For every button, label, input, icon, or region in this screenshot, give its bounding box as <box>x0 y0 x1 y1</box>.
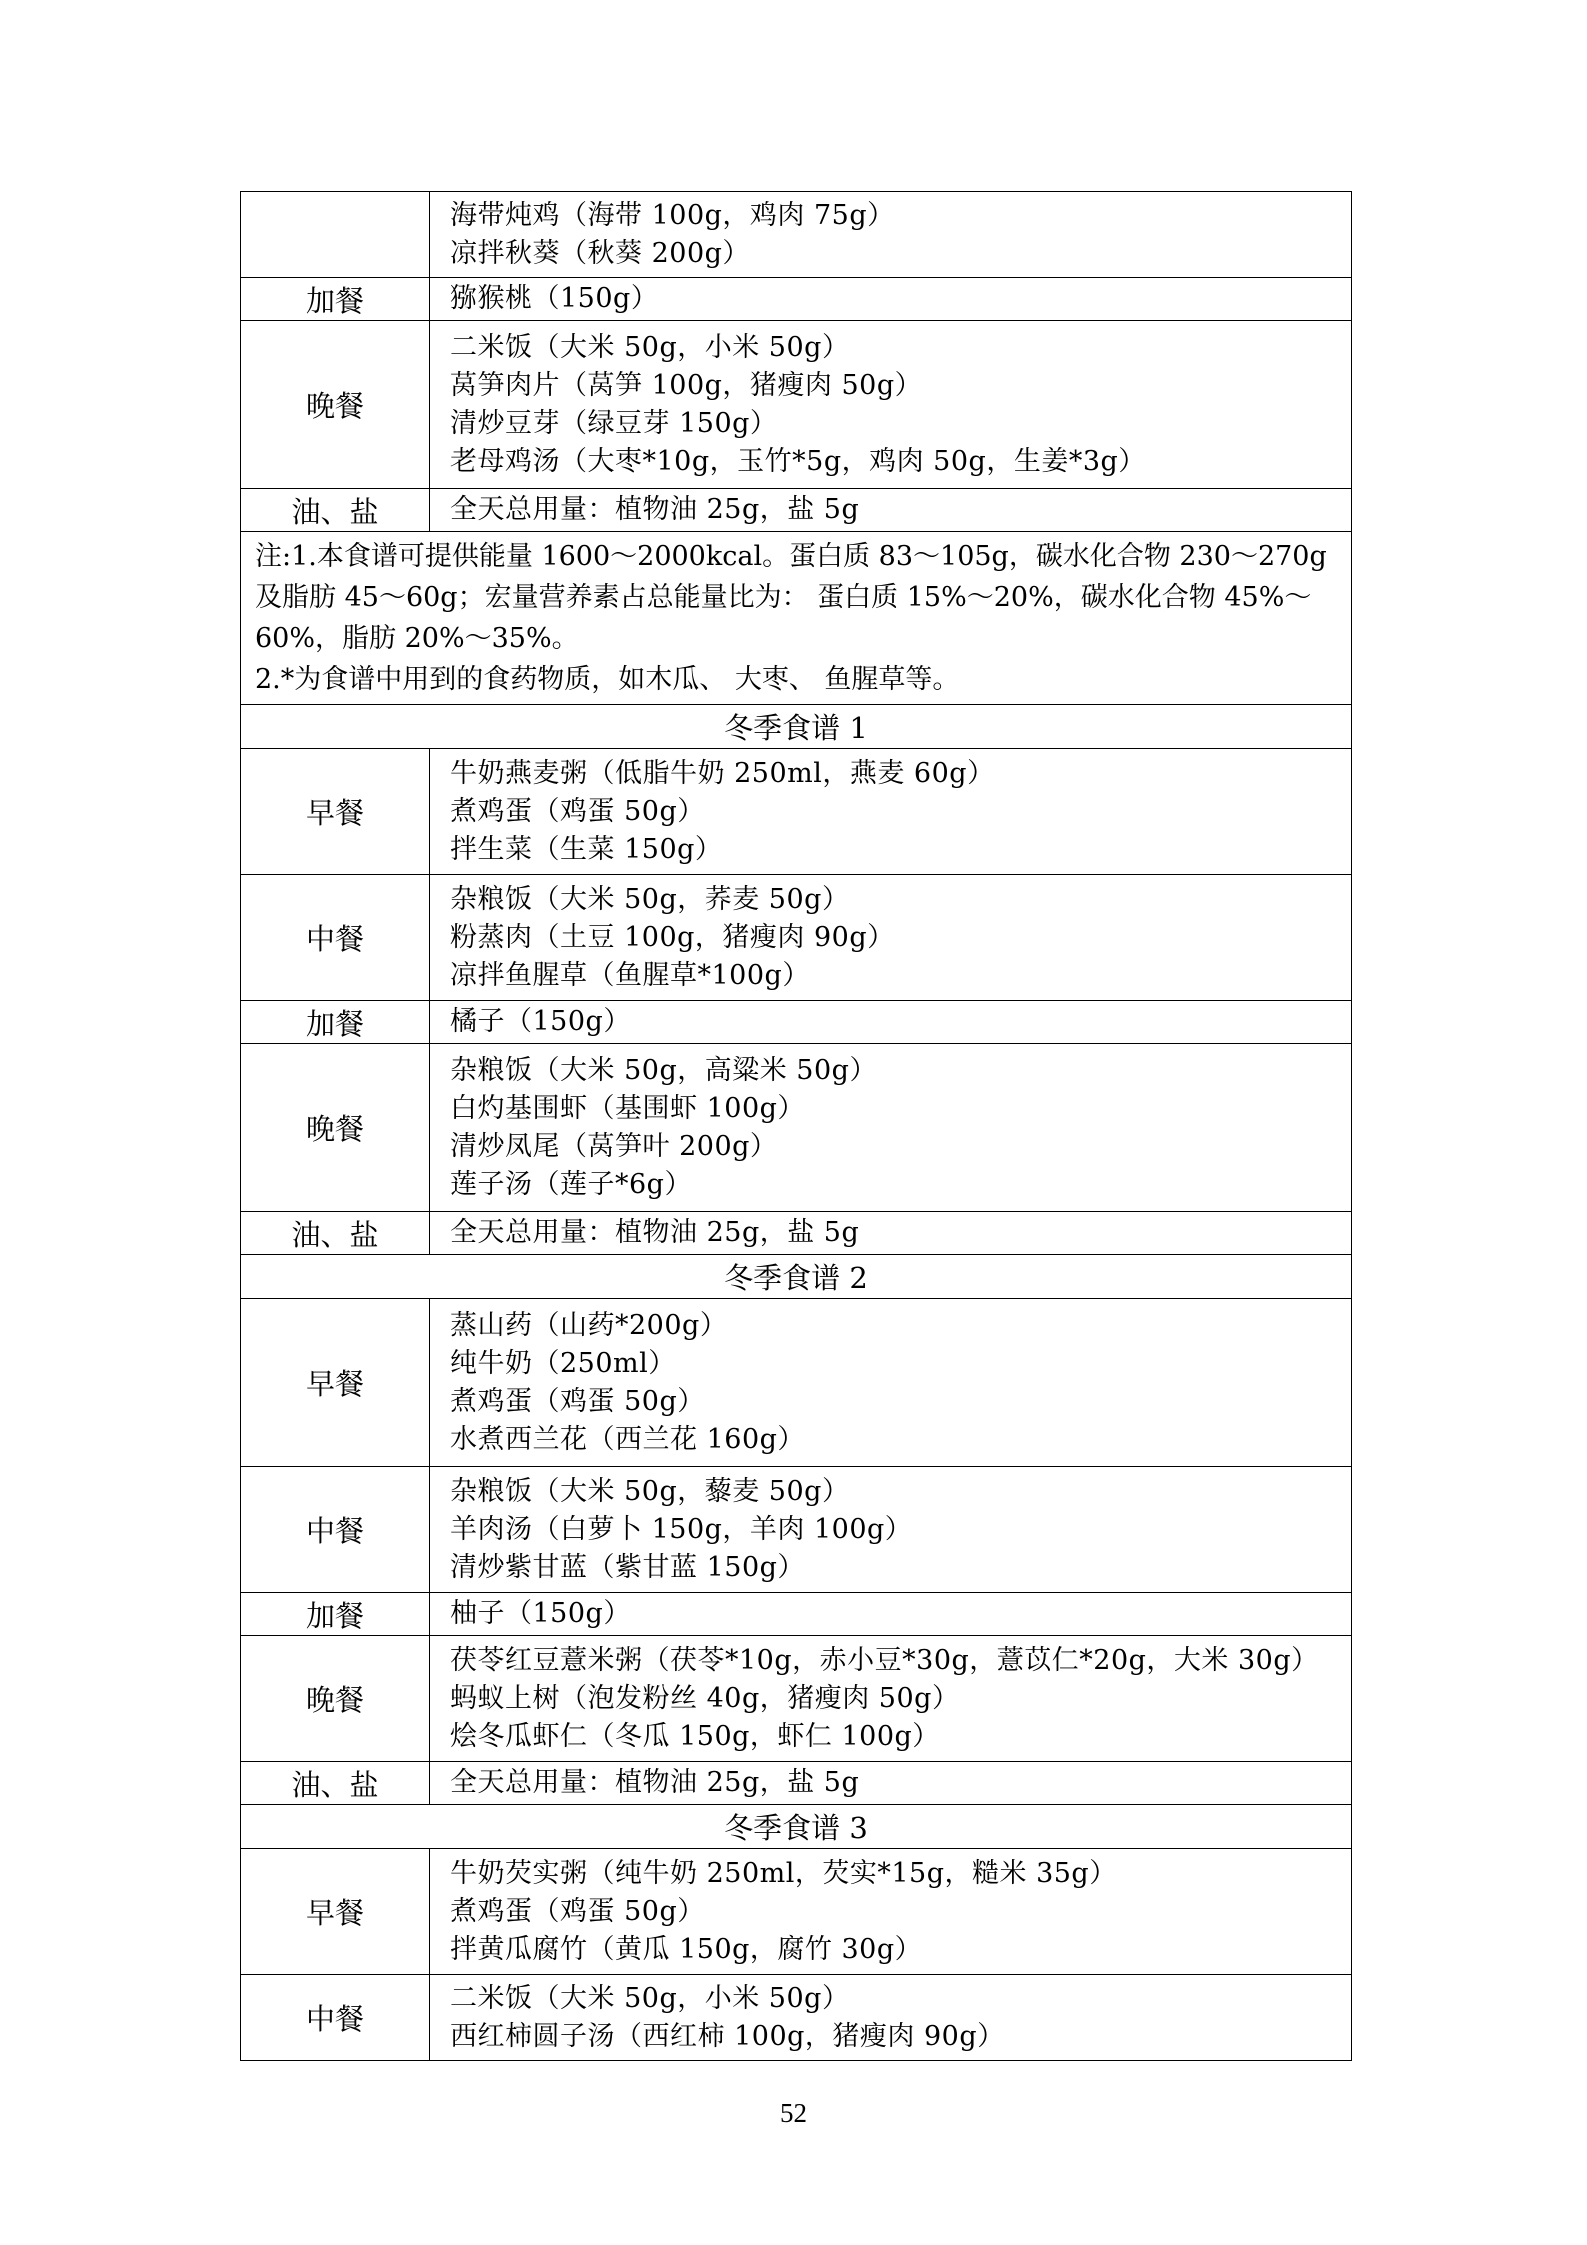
meal-row <box>241 489 1352 532</box>
dish-item: 蒸山药（山药*200g） <box>450 1309 728 1341</box>
meal-row <box>241 1299 1352 1467</box>
meal-items <box>430 1299 1352 1467</box>
dish-item: 煮鸡蛋（鸡蛋 50g） <box>450 1895 705 1927</box>
dish-item: 牛奶芡实粥（纯牛奶 250ml，芡实*15g，糙米 35g） <box>450 1857 1117 1889</box>
dish-item: 烩冬瓜虾仁（冬瓜 150g，虾仁 100g） <box>450 1720 940 1752</box>
dish-item: 莴笋肉片（莴笋 100g，猪瘦肉 50g） <box>450 369 923 401</box>
dish-item: 橘子（150g） <box>450 1006 631 1037</box>
dish-item: 凉拌秋葵（秋葵 200g） <box>450 237 750 269</box>
section-title-row <box>241 1255 1352 1299</box>
meal-items <box>430 1762 1352 1805</box>
meal-items <box>430 1975 1352 2061</box>
meal-items <box>430 1212 1352 1255</box>
recipe-table <box>240 191 1352 2061</box>
section-title: 冬季食谱 2 <box>241 1255 1352 1299</box>
dish-item: 凉拌鱼腥草（鱼腥草*100g） <box>450 959 810 991</box>
meal-row <box>241 1001 1352 1044</box>
meal-items <box>430 875 1352 1001</box>
meal-row <box>241 1044 1352 1212</box>
dish-item: 白灼基围虾（基围虾 100g） <box>450 1092 805 1124</box>
meal-row <box>241 875 1352 1001</box>
dish-item: 杂粮饭（大米 50g，高粱米 50g） <box>450 1054 877 1086</box>
meal-row <box>241 1212 1352 1255</box>
meal-items <box>430 1636 1352 1762</box>
document-page <box>240 191 1352 2061</box>
dish-item: 羊肉汤（白萝卜 150g，羊肉 100g） <box>450 1513 913 1545</box>
meal-label: 中餐 <box>241 1975 430 2061</box>
meal-label <box>241 192 430 278</box>
dish-item: 粉蒸肉（土豆 100g，猪瘦肉 90g） <box>450 921 895 953</box>
dish-item: 煮鸡蛋（鸡蛋 50g） <box>450 1385 705 1417</box>
meal-items <box>430 1849 1352 1975</box>
meal-items <box>430 278 1352 321</box>
dish-item: 西红柿圆子汤（西红柿 100g，猪瘦肉 90g） <box>450 2020 1005 2052</box>
meal-items <box>430 489 1352 532</box>
page-number: 52 <box>780 2098 807 2128</box>
meal-row <box>241 1636 1352 1762</box>
meal-label: 油、盐 <box>241 1762 430 1805</box>
meal-items <box>430 321 1352 489</box>
dish-item: 煮鸡蛋（鸡蛋 50g） <box>450 795 705 827</box>
recipe-table-body <box>241 192 1352 2061</box>
meal-items <box>430 1593 1352 1636</box>
dish-item: 杂粮饭（大米 50g，荞麦 50g） <box>450 883 850 915</box>
meal-row <box>241 1975 1352 2061</box>
note-row <box>241 532 1352 705</box>
meal-label: 加餐 <box>241 278 430 321</box>
dish-item: 水煮西兰花（西兰花 160g） <box>450 1423 805 1455</box>
note-line: 注:1.本食谱可提供能量 1600～2000kcal。蛋白质 83～105g，碳水化合物 230～270g 及脂肪 45～60g；宏量营养素占总能量比为： 蛋白质 15%～20%，碳水化合物 45%～60%，脂肪 20%～35%。 <box>255 541 1327 654</box>
meal-row <box>241 278 1352 321</box>
meal-label: 加餐 <box>241 1001 430 1044</box>
dish-item: 全天总用量：植物油 25g，盐 5g <box>450 1767 860 1798</box>
dish-item: 杂粮饭（大米 50g，藜麦 50g） <box>450 1475 850 1507</box>
meal-label: 晚餐 <box>241 1044 430 1212</box>
note-line: 2.*为食谱中用到的食药物质，如木瓜、 大枣、 鱼腥草等。 <box>255 664 960 695</box>
meal-items <box>430 1001 1352 1044</box>
dish-item: 柚子（150g） <box>450 1598 631 1629</box>
dish-item: 全天总用量：植物油 25g，盐 5g <box>450 1217 860 1248</box>
meal-row <box>241 1467 1352 1593</box>
meal-label: 油、盐 <box>241 489 430 532</box>
dish-item: 猕猴桃（150g） <box>450 283 659 314</box>
dish-item: 清炒紫甘蓝（紫甘蓝 150g） <box>450 1551 805 1583</box>
dish-item: 二米饭（大米 50g，小米 50g） <box>450 1982 850 2014</box>
meal-items <box>430 1044 1352 1212</box>
note-cell <box>241 532 1352 705</box>
section-title-row <box>241 1805 1352 1849</box>
dish-item: 二米饭（大米 50g，小米 50g） <box>450 331 850 363</box>
meal-row <box>241 192 1352 278</box>
section-title-row <box>241 705 1352 749</box>
meal-items <box>430 1467 1352 1593</box>
meal-label: 晚餐 <box>241 321 430 489</box>
dish-item: 拌黄瓜腐竹（黄瓜 150g，腐竹 30g） <box>450 1933 923 1965</box>
meal-label: 早餐 <box>241 749 430 875</box>
meal-row <box>241 1762 1352 1805</box>
meal-label: 早餐 <box>241 1299 430 1467</box>
meal-label: 早餐 <box>241 1849 430 1975</box>
meal-label: 中餐 <box>241 875 430 1001</box>
dish-item: 拌生菜（生菜 150g） <box>450 833 723 865</box>
meal-label: 晚餐 <box>241 1636 430 1762</box>
meal-label: 油、盐 <box>241 1212 430 1255</box>
section-title: 冬季食谱 3 <box>241 1805 1352 1849</box>
dish-item: 清炒凤尾（莴笋叶 200g） <box>450 1130 778 1162</box>
dish-item: 纯牛奶（250ml） <box>450 1347 676 1379</box>
meal-items <box>430 192 1352 278</box>
meal-row <box>241 749 1352 875</box>
dish-item: 牛奶燕麦粥（低脂牛奶 250ml，燕麦 60g） <box>450 757 995 789</box>
dish-item: 蚂蚁上树（泡发粉丝 40g，猪瘦肉 50g） <box>450 1682 960 1714</box>
dish-item: 茯苓红豆薏米粥（茯苓*10g，赤小豆*30g，薏苡仁*20g，大米 30g） <box>450 1644 1319 1676</box>
dish-item: 莲子汤（莲子*6g） <box>450 1168 692 1200</box>
section-title: 冬季食谱 1 <box>241 705 1352 749</box>
meal-label: 加餐 <box>241 1593 430 1636</box>
dish-item: 海带炖鸡（海带 100g，鸡肉 75g） <box>450 199 895 231</box>
meal-row <box>241 1849 1352 1975</box>
meal-row <box>241 1593 1352 1636</box>
dish-item: 清炒豆芽（绿豆芽 150g） <box>450 407 778 439</box>
dish-item: 老母鸡汤（大枣*10g，玉竹*5g，鸡肉 50g，生姜*3g） <box>450 445 1146 477</box>
dish-item: 全天总用量：植物油 25g，盐 5g <box>450 494 860 525</box>
meal-row <box>241 321 1352 489</box>
meal-label: 中餐 <box>241 1467 430 1593</box>
meal-items <box>430 749 1352 875</box>
